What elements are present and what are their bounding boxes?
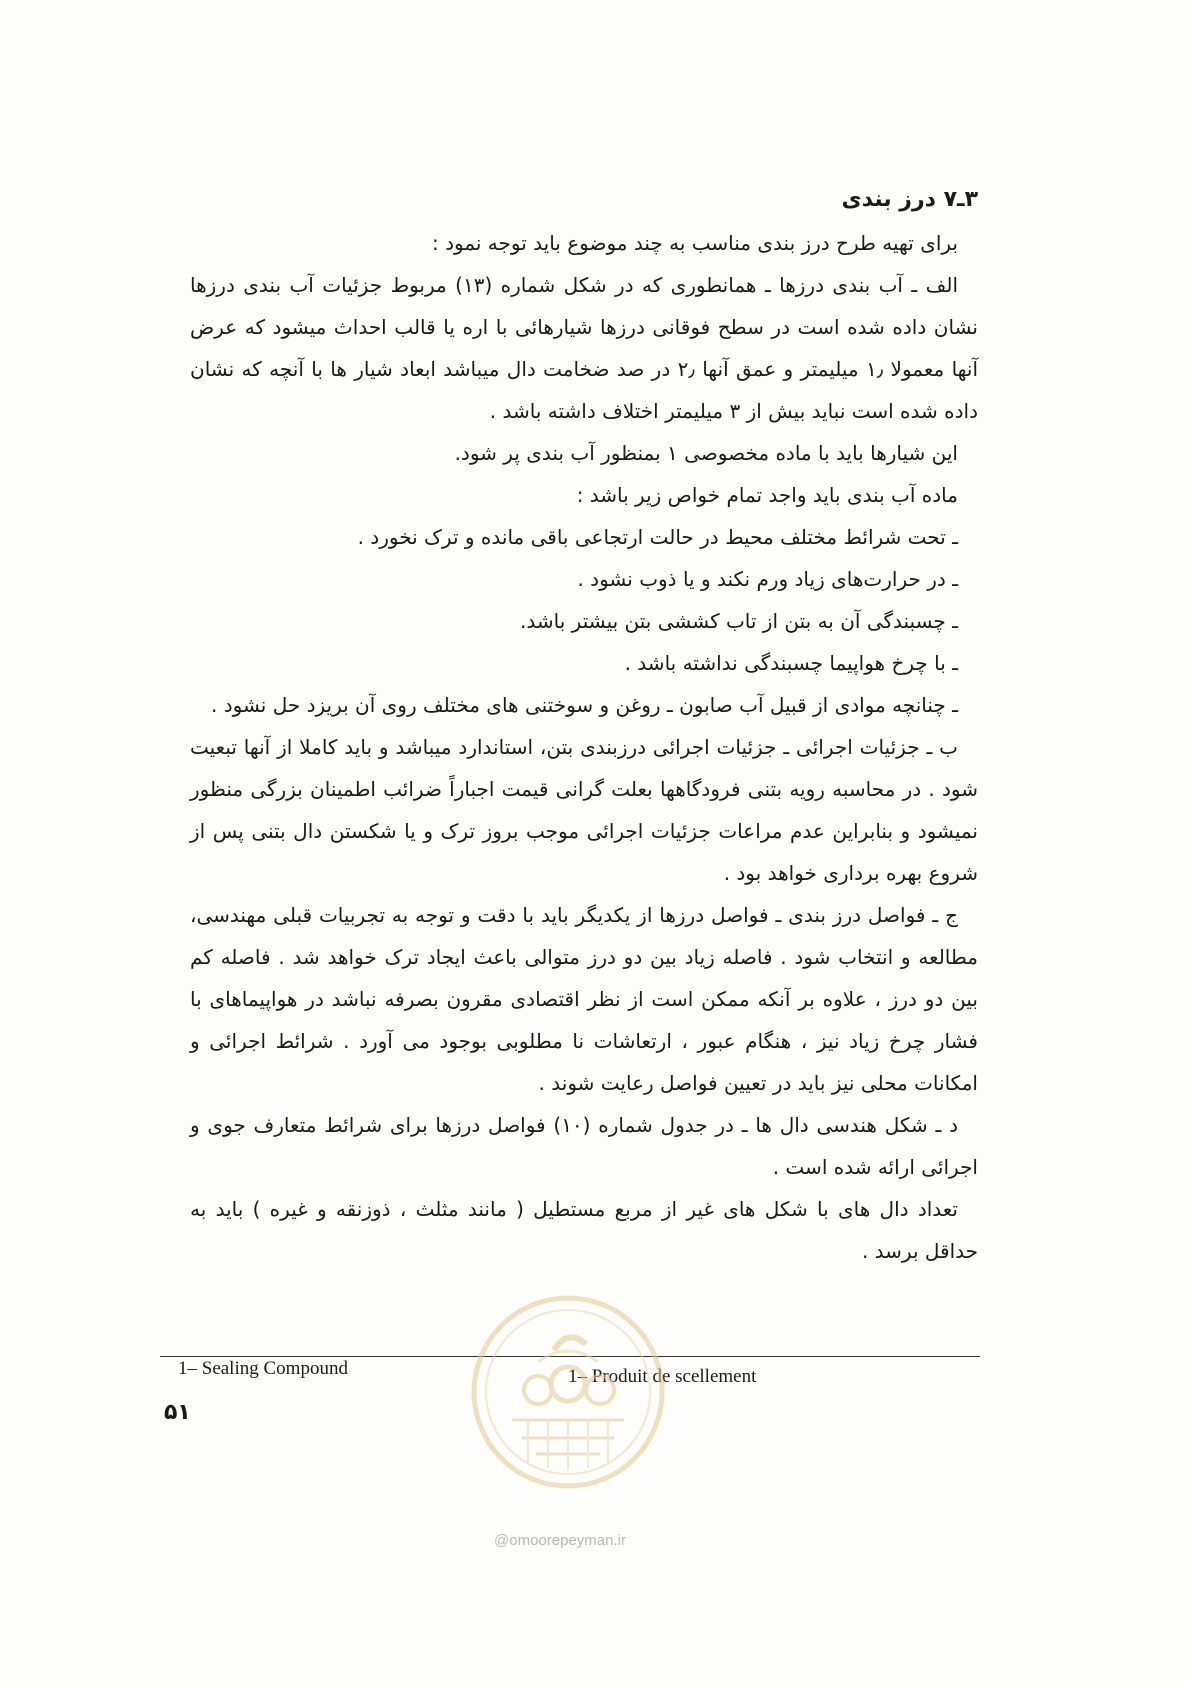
property-list-item: ـ چسبندگی آن به بتن از تاب کششی بتن بیشتر باشد.	[520, 609, 958, 633]
footnote-english: 1– Sealing Compound	[178, 1358, 348, 1379]
section-a-paragraph: الف ـ آب بندی درزها ـ همانطوری که در شکل شماره (۱۳) مربوط جزئیات آب بندی درزها نشان داده شده است در سطح فوقانی درزها شیارهائی با اره یا قالب احداث میشود که عرض آنها معمولا ۱٫ میلیمتر و عمق آنها ۲٫ در صد ضخامت دال میباشد ابعاد شیار ها با آنچه که نشان داده شده است نباید بیش از ۳ میلیمتر اختلاف داشته باشد .	[190, 273, 979, 423]
property-list-item: ـ تحت شرائط مختلف محیط در حالت ارتجاعی باقی مانده و ترک نخورد .	[357, 525, 958, 549]
page-number: ۵۱	[164, 1400, 191, 1425]
property-list-item: ـ با چرخ هواپیما چسبندگی نداشته باشد .	[624, 651, 958, 675]
footnote-french: 1– Produit de scellement	[568, 1366, 757, 1387]
section-a-properties-intro: ماده آب بندی باید واجد تمام خواص زیر باشد :	[576, 483, 958, 507]
property-list-item: ـ در حرارت‌های زیاد ورم نکند و یا ذوب نشود .	[577, 567, 958, 591]
property-list-item: ـ چنانچه موادی از قبیل آب صابون ـ روغن و سوختنی های مختلف روی آن بریزد حل نشود .	[210, 693, 958, 717]
watermark-seal-icon	[468, 1292, 668, 1492]
section-a-fill-paragraph: این شیارها باید با ماده مخصوصی ۱ بمنظور آب بندی پر شود.	[454, 441, 958, 465]
section-d-paragraph: د ـ شکل هندسی دال ها ـ در جدول شماره (۱۰) فواصل درزها برای شرائط متعارف جوی و اجرائی ارائه شده است .	[190, 1113, 978, 1179]
section-d-note: تعداد دال های با شکل های غیر از مربع مستطیل ( مانند مثلث ، ذوزنقه و غیره ) باید به حداقل برسد .	[190, 1197, 978, 1263]
watermark-url: @omoorepeyman.ir	[494, 1532, 626, 1549]
intro-paragraph: برای تهیه طرح درز بندی مناسب به چند موضوع باید توجه نمود :	[431, 231, 958, 255]
section-heading: ۳ـ۷ درز بندی	[841, 187, 978, 212]
section-c-paragraph: ج ـ فواصل درز بندی ـ فواصل درزها از یکدیگر باید با دقت و توجه به تجربیات قبلی مهندسی، مطالعه و انتخاب شود . فاصله زیاد بین دو درز متوالی باعث ایجاد ترک خواهد شد . فاصله کم بین دو درز ، علاوه بر آنکه ممکن است از نظر اقتصادی مقرون بصرفه نباشد در هواپیماهای با فشار چرخ زیاد نیز ، هنگام عبور ، ارتعاشات نا مطلوبی بوجود می آورد . شرائط اجرائی و امکانات محلی نیز باید در تعیین فواصل رعایت شوند .	[190, 903, 978, 1095]
page-body	[190, 178, 978, 1272]
section-b-paragraph: ب ـ جزئیات اجرائی ـ جزئیات اجرائی درزبندی بتن، استاندارد میباشد و باید کاملا از آنها تبعیت شود . در محاسبه رویه بتنی فرودگاهها بعلت گرانی قیمت اجباراً ضرائب اطمینان بزرگی منظور نمیشود و بنابراین عدم مراعات جزئیات اجرائی موجب بروز ترک و یا شکستن دال بتنی پس از شروع بهره برداری خواهد بود .	[190, 735, 978, 885]
